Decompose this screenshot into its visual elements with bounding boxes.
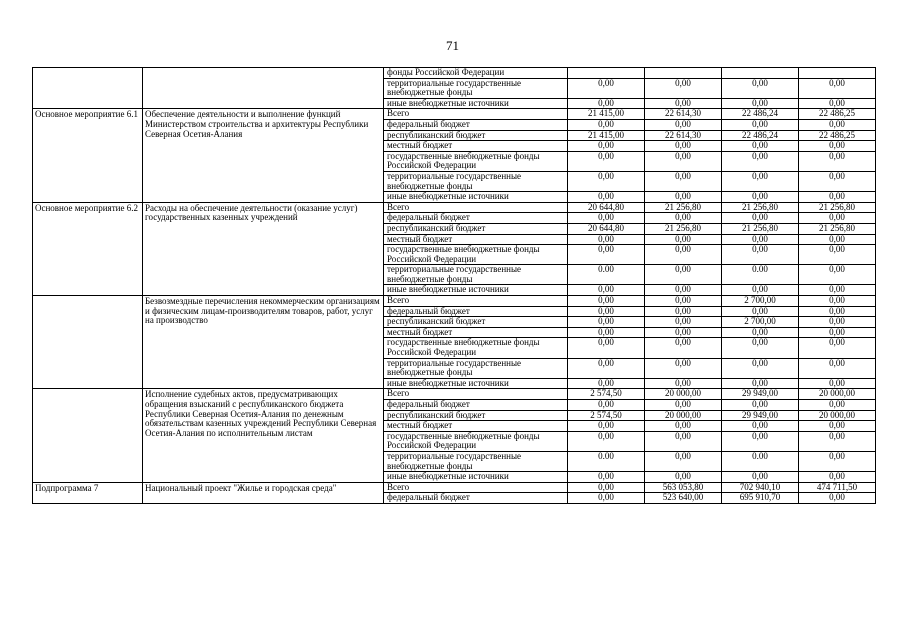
- amount-cell: 21 256,80: [645, 223, 722, 234]
- amount-cell: 702 940,10: [722, 482, 799, 493]
- amount-cell: 22 486,25: [799, 109, 876, 120]
- amount-cell: 0,00: [722, 78, 799, 98]
- amount-cell: 0,00: [645, 192, 722, 203]
- amount-cell: 2 700,00: [722, 296, 799, 307]
- funding-source-cell: Всего: [384, 482, 568, 493]
- amount-cell: 0,00: [645, 265, 722, 285]
- amount-cell: 0,00: [799, 421, 876, 432]
- amount-cell: 0,00: [568, 472, 645, 483]
- program-code-cell: [33, 68, 143, 109]
- amount-cell: 0,00: [645, 421, 722, 432]
- amount-cell: 0,00: [645, 451, 722, 471]
- amount-cell: 0,00: [799, 78, 876, 98]
- amount-cell: 0,00: [645, 472, 722, 483]
- page-number: 71: [446, 38, 459, 53]
- amount-cell: 0,00: [645, 141, 722, 152]
- amount-cell: 0,00: [799, 98, 876, 109]
- amount-cell: 29 949,00: [722, 389, 799, 400]
- funding-source-cell: государственные внебюджетные фонды Российской Федерации: [384, 431, 568, 451]
- amount-cell: 0.00: [568, 451, 645, 471]
- amount-cell: 0,00: [799, 317, 876, 328]
- amount-cell: 563 053,80: [645, 482, 722, 493]
- program-name-cell: Расходы на обеспечение деятельности (оказание услуг) государственных казенных учреждений: [143, 202, 384, 295]
- funding-source-cell: республиканский бюджет: [384, 317, 568, 328]
- amount-cell: 0.00: [722, 265, 799, 285]
- amount-cell: 0,00: [645, 317, 722, 328]
- funding-source-cell: территориальные государственные внебюджетные фонды: [384, 171, 568, 191]
- amount-cell: 0,00: [568, 245, 645, 265]
- amount-cell: 20 644,80: [568, 223, 645, 234]
- amount-cell: 0,00: [722, 98, 799, 109]
- amount-cell: 523 640,00: [645, 493, 722, 504]
- amount-cell: 0,00: [799, 451, 876, 471]
- funding-source-cell: государственные внебюджетные фонды Российской Федерации: [384, 338, 568, 358]
- program-name-cell: Национальный проект "Жилье и городская среда": [143, 482, 384, 503]
- amount-cell: 20 644,80: [568, 202, 645, 213]
- funding-source-cell: федеральный бюджет: [384, 119, 568, 130]
- amount-cell: 0,00: [645, 119, 722, 130]
- amount-cell: 0,00: [799, 338, 876, 358]
- amount-cell: 0,00: [568, 151, 645, 171]
- amount-cell: 0,00: [722, 119, 799, 130]
- amount-cell: 20 000,00: [799, 410, 876, 421]
- amount-cell: 0,00: [722, 171, 799, 191]
- funding-source-cell: местный бюджет: [384, 327, 568, 338]
- amount-cell: 0,00: [645, 327, 722, 338]
- amount-cell: 0.00: [722, 451, 799, 471]
- amount-cell: 0,00: [568, 234, 645, 245]
- amount-cell: [645, 68, 722, 79]
- funding-source-cell: республиканский бюджет: [384, 223, 568, 234]
- amount-cell: 0,00: [799, 234, 876, 245]
- amount-cell: 0,00: [568, 78, 645, 98]
- amount-cell: 0,00: [568, 421, 645, 432]
- funding-source-cell: иные внебюджетные источники: [384, 472, 568, 483]
- amount-cell: 0,00: [799, 400, 876, 411]
- funding-source-cell: Всего: [384, 389, 568, 400]
- amount-cell: 0,00: [645, 338, 722, 358]
- amount-cell: 0,00: [568, 141, 645, 152]
- amount-cell: 0,00: [799, 245, 876, 265]
- table-row: [33, 482, 876, 493]
- amount-cell: [722, 68, 799, 79]
- amount-cell: 474 711,50: [799, 482, 876, 493]
- program-name-cell: Обеспечение деятельности и выполнение функций Министерством строительства и архитектуры Республики Северная Осетия-Алания: [143, 109, 384, 202]
- amount-cell: 0,00: [722, 141, 799, 152]
- amount-cell: 20 000,00: [799, 389, 876, 400]
- amount-cell: 0,00: [645, 151, 722, 171]
- amount-cell: 0,00: [645, 306, 722, 317]
- amount-cell: 0,00: [645, 78, 722, 98]
- amount-cell: 0,00: [568, 378, 645, 389]
- amount-cell: 0,00: [722, 234, 799, 245]
- amount-cell: 0,00: [568, 285, 645, 296]
- amount-cell: 0,00: [799, 119, 876, 130]
- funding-source-cell: территориальные государственные внебюджетные фонды: [384, 265, 568, 285]
- amount-cell: 0,00: [645, 98, 722, 109]
- amount-cell: 0,00: [722, 285, 799, 296]
- amount-cell: [799, 68, 876, 79]
- funding-source-cell: федеральный бюджет: [384, 493, 568, 504]
- amount-cell: 0,00: [799, 285, 876, 296]
- funding-source-cell: Всего: [384, 296, 568, 307]
- amount-cell: 22 614,30: [645, 130, 722, 141]
- amount-cell: 0,00: [568, 171, 645, 191]
- amount-cell: 0,00: [799, 431, 876, 451]
- amount-cell: 0,00: [645, 296, 722, 307]
- amount-cell: 0,00: [645, 245, 722, 265]
- amount-cell: 0,00: [799, 265, 876, 285]
- funding-source-cell: иные внебюджетные источники: [384, 192, 568, 203]
- amount-cell: 21 256,80: [722, 202, 799, 213]
- amount-cell: 29 949,00: [722, 410, 799, 421]
- amount-cell: 0,00: [645, 213, 722, 224]
- program-name-cell: Безвозмездные перечисления некоммерческим организациям и физическим лицам-производителям товаров, работ, услуг на производство: [143, 296, 384, 389]
- amount-cell: 0,00: [568, 119, 645, 130]
- funding-source-cell: республиканский бюджет: [384, 410, 568, 421]
- amount-cell: 0,00: [722, 327, 799, 338]
- amount-cell: 0,00: [799, 192, 876, 203]
- funding-source-cell: федеральный бюджет: [384, 213, 568, 224]
- amount-cell: 0,00: [645, 171, 722, 191]
- amount-cell: 0,00: [722, 358, 799, 378]
- amount-cell: 0,00: [568, 400, 645, 411]
- table-row: [33, 202, 876, 213]
- funding-source-cell: государственные внебюджетные фонды Российской Федерации: [384, 151, 568, 171]
- amount-cell: 695 910,70: [722, 493, 799, 504]
- amount-cell: 0,00: [568, 493, 645, 504]
- amount-cell: [568, 68, 645, 79]
- funding-source-cell: территориальные государственные внебюджетные фонды: [384, 451, 568, 471]
- amount-cell: 0,00: [568, 98, 645, 109]
- amount-cell: 0,00: [568, 327, 645, 338]
- amount-cell: 0,00: [722, 151, 799, 171]
- funding-source-cell: иные внебюджетные источники: [384, 378, 568, 389]
- amount-cell: 2 700,00: [722, 317, 799, 328]
- amount-cell: 0,00: [645, 358, 722, 378]
- amount-cell: 0,00: [722, 421, 799, 432]
- funding-source-cell: территориальные государственные внебюджетные фонды: [384, 358, 568, 378]
- amount-cell: 0,00: [568, 306, 645, 317]
- amount-cell: 21 256,80: [799, 223, 876, 234]
- program-code-cell: Основное мероприятие 6.1: [33, 109, 143, 202]
- funding-source-cell: иные внебюджетные источники: [384, 98, 568, 109]
- funding-source-cell: федеральный бюджет: [384, 306, 568, 317]
- amount-cell: 0,00: [799, 151, 876, 171]
- amount-cell: 0,00: [799, 378, 876, 389]
- amount-cell: 0,00: [645, 431, 722, 451]
- funding-source-cell: республиканский бюджет: [384, 130, 568, 141]
- amount-cell: 0,00: [722, 400, 799, 411]
- amount-cell: 0,00: [722, 378, 799, 389]
- amount-cell: 2 574,50: [568, 410, 645, 421]
- amount-cell: 0,00: [645, 285, 722, 296]
- amount-cell: 0,00: [568, 317, 645, 328]
- funding-source-cell: Всего: [384, 202, 568, 213]
- amount-cell: 21 415,00: [568, 130, 645, 141]
- amount-cell: 20 000,00: [645, 410, 722, 421]
- amount-cell: 0,00: [568, 192, 645, 203]
- amount-cell: 0.00: [568, 265, 645, 285]
- amount-cell: 0,00: [722, 213, 799, 224]
- amount-cell: 21 256,80: [799, 202, 876, 213]
- funding-source-cell: местный бюджет: [384, 421, 568, 432]
- amount-cell: 0,00: [645, 234, 722, 245]
- funding-source-cell: государственные внебюджетные фонды Российской Федерации: [384, 245, 568, 265]
- amount-cell: 22 486,25: [799, 130, 876, 141]
- amount-cell: 22 486,24: [722, 109, 799, 120]
- program-code-cell: [33, 389, 143, 482]
- table-row: [33, 109, 876, 120]
- amount-cell: 0,00: [722, 306, 799, 317]
- table-row: [33, 389, 876, 400]
- amount-cell: 0,00: [722, 338, 799, 358]
- funding-source-cell: территориальные государственные внебюджетные фонды: [384, 78, 568, 98]
- amount-cell: 21 256,80: [722, 223, 799, 234]
- amount-cell: 0,00: [568, 358, 645, 378]
- funding-source-cell: Всего: [384, 109, 568, 120]
- amount-cell: 0,00: [799, 296, 876, 307]
- funding-source-cell: фонды Российской Федерации: [384, 68, 568, 79]
- budget-table: [32, 67, 876, 504]
- amount-cell: 0,00: [722, 472, 799, 483]
- amount-cell: 21 256,80: [645, 202, 722, 213]
- program-code-cell: Основное мероприятие 6.2: [33, 202, 143, 295]
- amount-cell: 0,00: [568, 213, 645, 224]
- program-name-cell: [143, 68, 384, 109]
- amount-cell: 0,00: [799, 306, 876, 317]
- amount-cell: 0,00: [799, 213, 876, 224]
- amount-cell: 0,00: [568, 296, 645, 307]
- amount-cell: 0,00: [568, 338, 645, 358]
- amount-cell: 21 415,00: [568, 109, 645, 120]
- amount-cell: 2 574,50: [568, 389, 645, 400]
- amount-cell: 0,00: [799, 493, 876, 504]
- funding-source-cell: иные внебюджетные источники: [384, 285, 568, 296]
- amount-cell: 0,00: [799, 141, 876, 152]
- program-code-cell: Подпрограмма 7: [33, 482, 143, 503]
- table-row: [33, 296, 876, 307]
- funding-source-cell: местный бюджет: [384, 141, 568, 152]
- funding-source-cell: местный бюджет: [384, 234, 568, 245]
- amount-cell: 0,00: [722, 245, 799, 265]
- funding-source-cell: федеральный бюджет: [384, 400, 568, 411]
- amount-cell: 0,00: [799, 472, 876, 483]
- amount-cell: 0,00: [568, 431, 645, 451]
- amount-cell: 0,00: [568, 482, 645, 493]
- amount-cell: 0,00: [799, 171, 876, 191]
- program-code-cell: [33, 296, 143, 389]
- amount-cell: 0,00: [645, 378, 722, 389]
- program-name-cell: Исполнение судебных актов, предусматривающих обращения взысканий с республиканского бюджета Республики Северная Осетия-Алания по денежным обязательствам казенных учреждений Республики Северная Осетия-Алания по исполнительным листам: [143, 389, 384, 482]
- amount-cell: 0,00: [722, 431, 799, 451]
- amount-cell: 0,00: [645, 400, 722, 411]
- amount-cell: 0,00: [799, 358, 876, 378]
- amount-cell: 22 486,24: [722, 130, 799, 141]
- table-row: [33, 68, 876, 79]
- amount-cell: 0,00: [722, 192, 799, 203]
- amount-cell: 22 614,30: [645, 109, 722, 120]
- amount-cell: 0,00: [799, 327, 876, 338]
- amount-cell: 20 000,00: [645, 389, 722, 400]
